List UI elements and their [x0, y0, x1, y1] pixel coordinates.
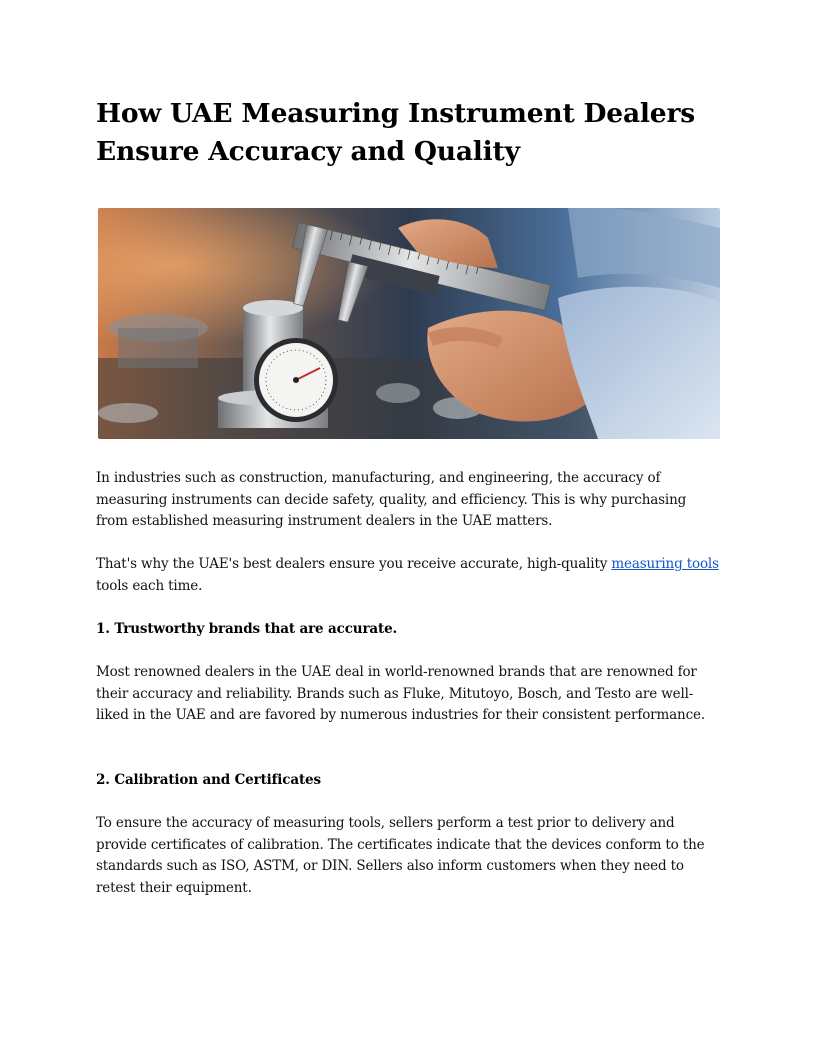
section-heading-brands: 1. Trustworthy brands that are accurate.: [96, 621, 398, 637]
hero-image: [98, 208, 720, 439]
intro-paragraph: In industries such as construction, manufacturing, and engineering, the accuracy of measuring instruments can decide safety, quality, and efficiency. This is why purchasing from established measuring instrument dealers in the UAE matters.: [96, 470, 687, 530]
paragraph-text: That's why the UAE's best dealers ensure you receive accurate, high-quality: [96, 556, 612, 572]
accuracy-paragraph: [96, 554, 722, 597]
article-title: How UAE Measuring Instrument Dealers Ensure Accuracy and Quality: [96, 98, 695, 167]
section-body-calibration: To ensure the accuracy of measuring tools, sellers perform a test prior to delivery and provide certificates of calibration. The certificates indicate that the devices conform to the standards such as ISO, ASTM, or DIN. Sellers also inform customers when they need to retest their equipment.: [96, 815, 705, 896]
section-body-brands: Most renowned dealers in the UAE deal in world-renowned brands that are renowned for their accuracy and reliability. Brands such as Fluke, Mitutoyo, Bosch, and Testo are well-liked in the UAE and are favored by numerous industries for their consistent performance.: [96, 664, 705, 724]
paragraph-text-end: tools each time.: [96, 577, 203, 594]
measuring-tools-link[interactable]: measuring tools: [611, 556, 719, 572]
section-heading-calibration: 2. Calibration and Certificates: [96, 772, 321, 788]
caliper-gauge-illustration: [98, 208, 720, 439]
